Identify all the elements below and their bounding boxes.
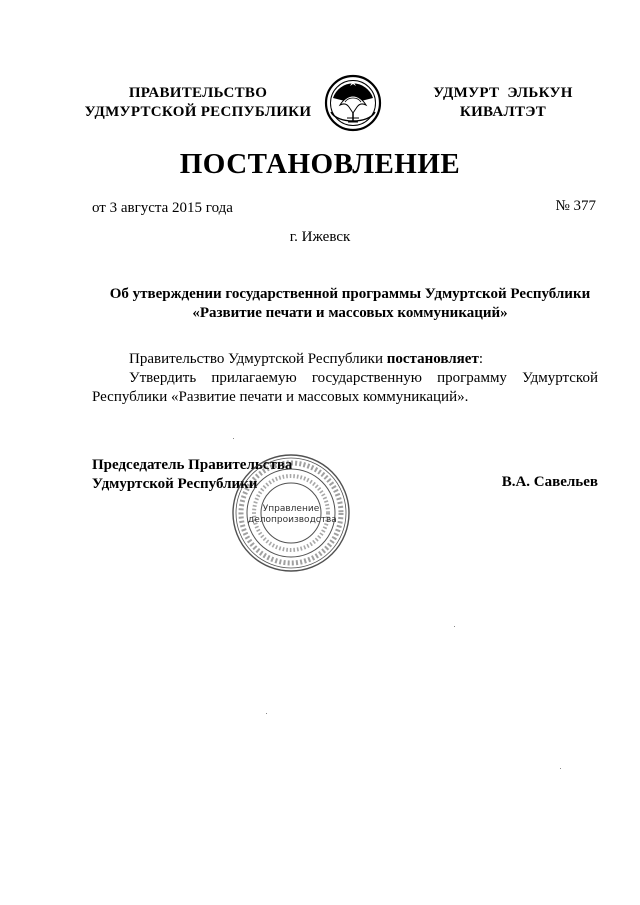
scan-speck	[233, 438, 234, 439]
issuer-name-udmurt	[418, 84, 588, 122]
issuer-udmurt-line-1: УДМУРТ ЭЛЬКУН	[433, 85, 573, 101]
issuer-line-1: ПРАВИТЕЛЬСТВО	[128, 85, 268, 101]
resolution-text-line-1: Утвердить прилагаемую государственную программу Удмуртской	[129, 370, 598, 386]
document-title: ПОСТАНОВЛЕНИЕ	[179, 148, 461, 180]
stamp-line-1: Управление	[262, 504, 320, 514]
document-number: № 377	[555, 198, 596, 214]
resolution-intro	[92, 350, 598, 369]
subject-line-2: «Развитие печати и массовых коммуникаций»	[192, 305, 508, 321]
signatory-position-line-1: Председатель Правительства	[92, 457, 293, 473]
document-city: г. Ижевск	[289, 229, 351, 245]
subject-line-1: Об утверждении государственной программы Удмуртской Республики	[109, 286, 591, 302]
stamp-line-2: делопроизводства	[248, 515, 337, 525]
udmurt-coat-of-arms-icon	[323, 72, 383, 132]
issuer-line-2: УДМУРТСКОЙ РЕСПУБЛИКИ	[84, 104, 312, 120]
intro-colon: :	[478, 351, 483, 367]
scan-speck	[454, 626, 455, 627]
resolution-text-line-2: Республики «Развитие печати и массовых коммуникаций».	[92, 389, 469, 405]
document-date: от 3 августа 2015 года	[92, 200, 233, 216]
intro-verb: постановляет	[386, 351, 479, 367]
document-subject	[60, 285, 640, 323]
scan-speck	[266, 713, 267, 714]
intro-text: Правительство Удмуртской Республики	[129, 351, 387, 367]
signatory-position-line-2: Удмуртской Республики	[92, 476, 258, 492]
issuer-name-russian	[72, 84, 324, 122]
issuer-udmurt-line-2: КИВАЛТЭТ	[459, 104, 547, 120]
signatory-name: В.А. Савельев	[501, 474, 598, 490]
stamp-center-text	[248, 504, 337, 526]
document-body	[92, 350, 598, 407]
scan-speck	[560, 768, 561, 769]
